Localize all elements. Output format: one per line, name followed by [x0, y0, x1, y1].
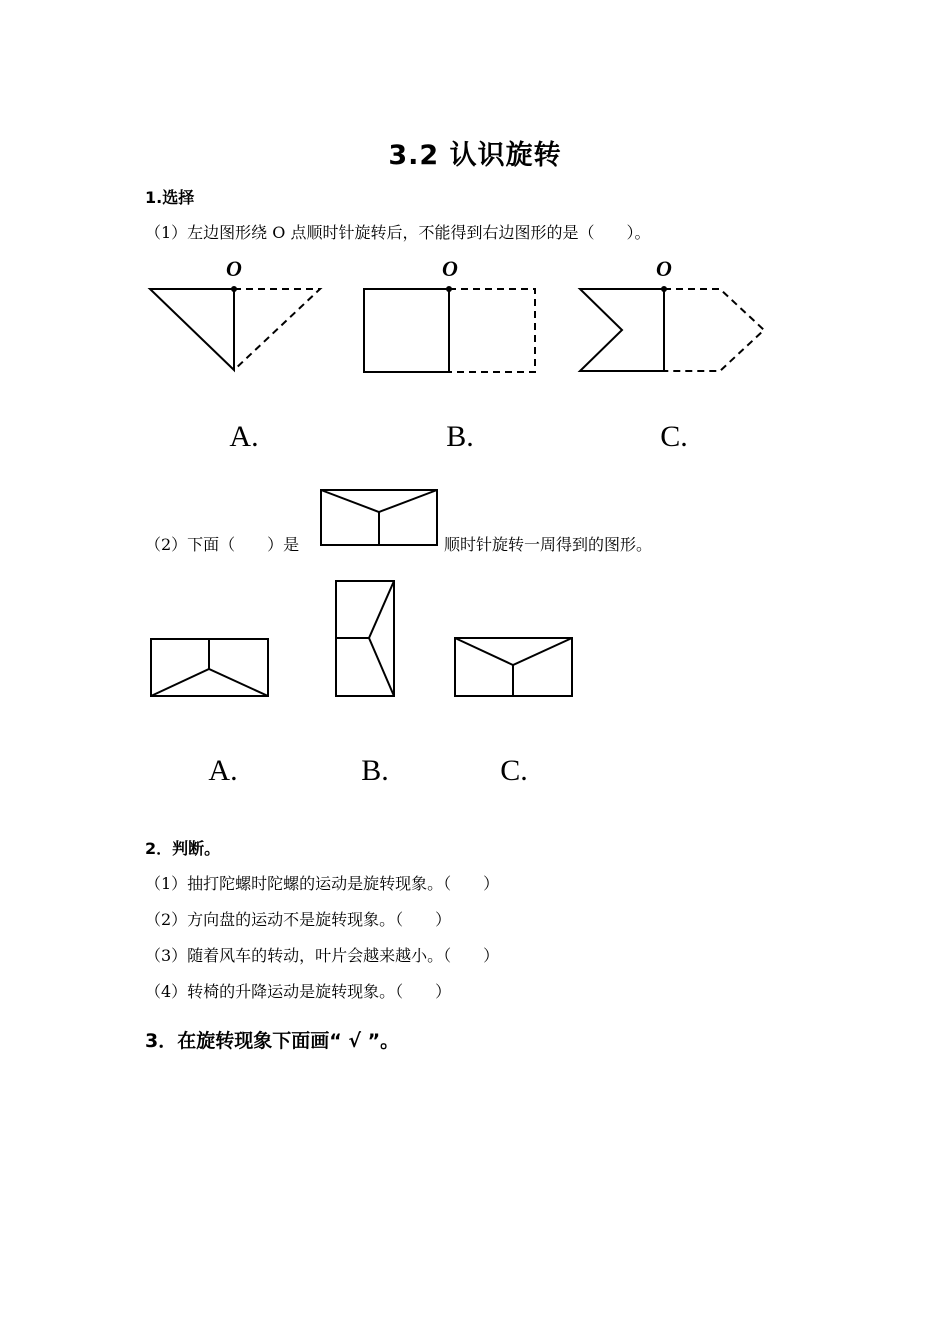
- section2-heading: 2．判断。: [145, 839, 221, 858]
- o-label-c: O: [656, 256, 672, 281]
- q1-option-b: B.: [446, 420, 474, 453]
- q2-text-before: （2）下面（ ）是: [145, 535, 300, 554]
- q2-option-a: A.: [208, 754, 238, 787]
- section1-heading: 1.选择: [145, 188, 195, 207]
- judge-item-3: （3）随着风车的转动，叶片会越来越小。（ ）: [145, 946, 500, 965]
- q1-option-c: C.: [660, 420, 688, 453]
- q2-figure-c: [455, 638, 572, 696]
- q2-option-b: B.: [361, 754, 389, 787]
- section3-heading: 3．在旋转现象下面画“ √ ”。: [145, 1030, 400, 1052]
- q1-text: （1）左边图形绕 O 点顺时针旋转后，不能得到右边图形的是（ ）。: [145, 223, 651, 242]
- q2-option-c: C.: [500, 754, 528, 787]
- judge-item-2: （2）方向盘的运动不是旋转现象。（ ）: [145, 910, 452, 929]
- judge-item-4: （4）转椅的升降运动是旋转现象。（ ）: [145, 982, 452, 1001]
- o-label-b: O: [442, 256, 458, 281]
- o-label-a: O: [226, 256, 242, 281]
- judge-item-1: （1）抽打陀螺时陀螺的运动是旋转现象。（ ）: [145, 874, 500, 893]
- q2-figure-a: [151, 639, 268, 696]
- q2-text-after: 顺时针旋转一周得到的图形。: [444, 535, 653, 554]
- q2-figure-b: [336, 581, 394, 696]
- q1-option-a: A.: [229, 420, 259, 453]
- page-title: 3.2 认识旋转: [388, 140, 562, 171]
